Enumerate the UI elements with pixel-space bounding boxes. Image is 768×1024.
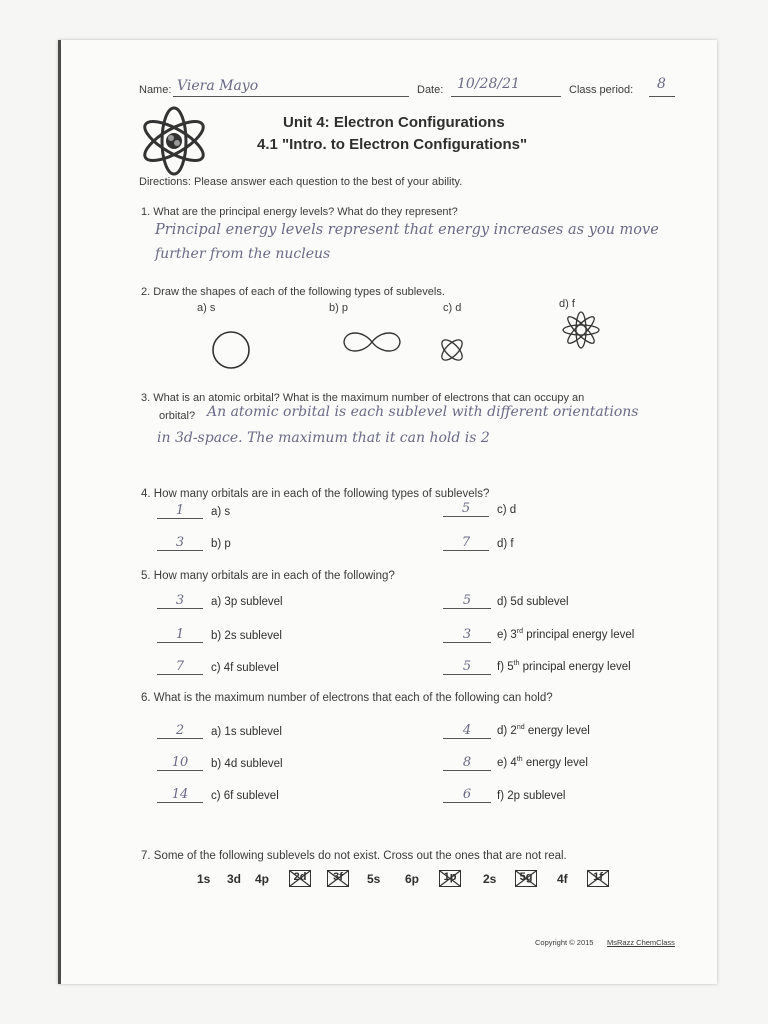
name-value: Viera Mayo (177, 78, 259, 94)
q4-c-blank: 5 (443, 500, 489, 517)
q6-e-blank: 8 (443, 754, 491, 771)
q6-e-label: e) 4th energy level (497, 756, 588, 769)
q5-e-label: e) 3rd principal energy level (497, 628, 635, 641)
title-line-2: 4.1 "Intro. to Electron Configurations" (257, 136, 528, 153)
q6-c-label: c) 6f sublevel (211, 790, 279, 802)
q7-sublevel-crossed: 5g (515, 870, 537, 886)
q7-sublevel: 5s (367, 872, 381, 886)
atom-logo (137, 104, 211, 178)
f-orbital-drawing (557, 304, 605, 356)
date-label: Date: (417, 84, 444, 96)
q4-d-blank: 7 (443, 534, 489, 551)
q1-text: 1. What are the principal energy levels? What do they represent? (141, 206, 458, 218)
date-value: 10/28/21 (457, 76, 520, 92)
worksheet-page (58, 40, 717, 984)
date-line (451, 96, 561, 97)
q7-sublevel: 4p (255, 872, 270, 886)
q2-label-s: a) s (197, 302, 216, 314)
q7-sublevel: 2s (483, 872, 497, 886)
q2-label-f: d) f (559, 298, 575, 310)
q6-text: 6. What is the maximum number of electrons that each of the following can hold? (141, 692, 553, 704)
copyright-brand: MsRazz ChemClass (607, 938, 675, 947)
q4-text: 4. How many orbitals are in each of the following types of sublevels? (141, 488, 490, 500)
s-orbital-drawing (207, 328, 255, 372)
q5-b-blank: 1 (157, 626, 203, 643)
q4-a-label: a) s (211, 506, 231, 518)
q7-sublevel-crossed: 1f (587, 870, 609, 886)
directions: Directions: Please answer each question to the best of your ability. (139, 176, 463, 188)
d-orbital-drawing (427, 328, 477, 372)
q3-answer-line-1: An atomic orbital is each sublevel with different orientations (207, 404, 639, 420)
q5-text: 5. How many orbitals are in each of the following? (141, 570, 395, 582)
q4-b-label: b) p (211, 538, 231, 550)
q3-text-line-1: 3. What is an atomic orbital? What is the maximum number of electrons that can occupy an (141, 392, 585, 404)
q7-text: 7. Some of the following sublevels do not exist. Cross out the ones that are not real. (141, 850, 567, 862)
q1-answer-line-1: Principal energy levels represent that energy increases as you move (155, 222, 659, 238)
q6-d-blank: 4 (443, 722, 491, 739)
q3-text-line-2: orbital? (159, 410, 196, 422)
q5-b-label: b) 2s sublevel (211, 630, 282, 642)
q6-d-label: d) 2nd energy level (497, 724, 590, 737)
q2-label-d: c) d (443, 302, 462, 314)
p-orbital-drawing (339, 328, 405, 356)
q1-answer-line-2: further from the nucleus (155, 246, 331, 262)
q6-f-label: f) 2p sublevel (497, 790, 566, 802)
q5-f-blank: 5 (443, 658, 491, 675)
q5-c-label: c) 4f sublevel (211, 662, 279, 674)
q2-label-p: b) p (329, 302, 348, 314)
q7-sublevel-crossed: 2d (289, 870, 311, 886)
q7-sublevel: 6p (405, 872, 420, 886)
q5-d-label: d) 5d sublevel (497, 596, 569, 608)
q6-b-blank: 10 (157, 754, 203, 771)
q5-a-blank: 3 (157, 592, 203, 609)
period-line (649, 96, 675, 97)
copyright-text: Copyright © 2015 (535, 938, 594, 947)
period-label: Class period: (569, 84, 634, 96)
q6-c-blank: 14 (157, 786, 203, 803)
period-value: 8 (657, 76, 666, 92)
q5-c-blank: 7 (157, 658, 203, 675)
q3-answer-line-2: in 3d-space. The maximum that it can hold is 2 (157, 430, 490, 446)
q2-text: 2. Draw the shapes of each of the following types of sublevels. (141, 286, 445, 298)
q4-c-label: c) d (497, 504, 517, 516)
name-line (173, 96, 409, 97)
q7-sublevel: 1s (197, 872, 211, 886)
q6-a-label: a) 1s sublevel (211, 726, 282, 738)
q4-a-blank: 1 (157, 502, 203, 519)
q5-f-label: f) 5th principal energy level (497, 660, 631, 673)
q6-b-label: b) 4d sublevel (211, 758, 283, 770)
name-label: Name: (139, 84, 172, 96)
title-line-1: Unit 4: Electron Configurations (283, 114, 505, 131)
q7-sublevel-crossed: 3f (327, 870, 349, 886)
q5-a-label: a) 3p sublevel (211, 596, 283, 608)
q5-d-blank: 5 (443, 592, 491, 609)
q5-e-blank: 3 (443, 626, 491, 643)
q7-sublevel: 4f (557, 872, 568, 886)
q7-sublevel-crossed: 1p (439, 870, 461, 886)
q4-b-blank: 3 (157, 534, 203, 551)
q6-a-blank: 2 (157, 722, 203, 739)
q7-sublevel: 3d (227, 872, 242, 886)
q6-f-blank: 6 (443, 786, 491, 803)
q4-d-label: d) f (497, 538, 514, 550)
